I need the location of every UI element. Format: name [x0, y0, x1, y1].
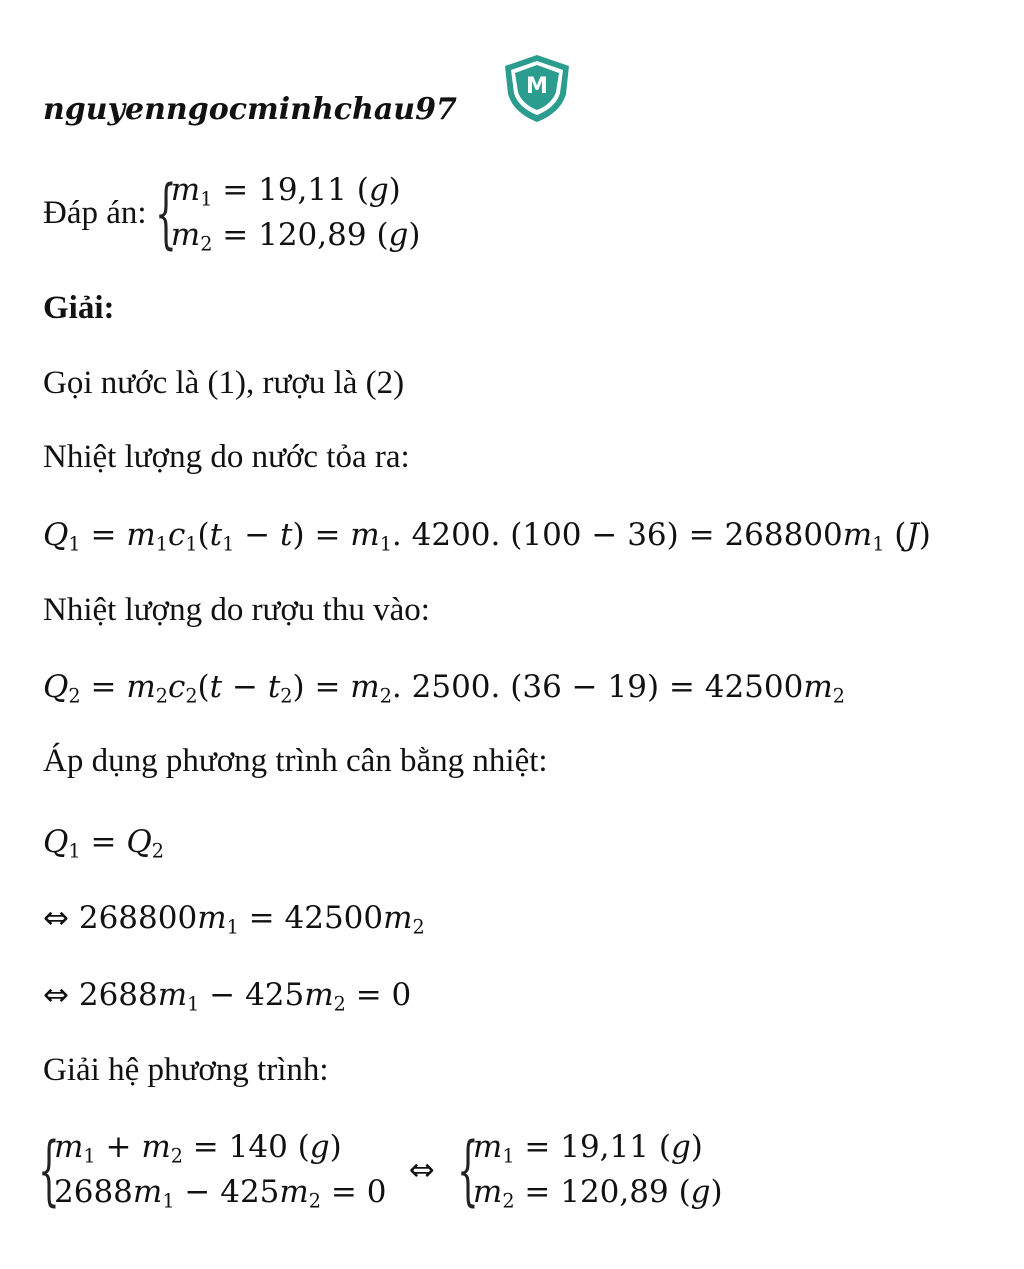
system-solution: { $m_1 + m_2 = 140$ (g) $2688m_1 - 425m_2 = 0$ ⇔ { $m_1 = 19,11$ (g) $m_2 = 120,89$ (g)	[38, 1125, 723, 1214]
answer-line	[43, 168, 421, 258]
system-label: Giải hệ phương trình:	[43, 1052, 329, 1088]
solution-heading: Giải:	[43, 290, 115, 326]
q1-equation: $Q_1 = m_1c_1(t_1 - t) = m_1$. 4200. $(100 - 36) = 268800m_1$ (J)	[43, 517, 931, 556]
answer-system: { $m_1 = 19,11$ (g) $m_2 = 120,89$ (g)	[154, 168, 421, 257]
step3-equation: ⇔ $2688m_1 - 425m_2 = 0$	[43, 977, 412, 1016]
answer-label: Đáp án:	[43, 195, 147, 231]
badge-letter: M	[526, 74, 548, 99]
balance-equation: $Q_1 = Q_2$	[43, 824, 164, 863]
step2-equation: ⇔ $268800m_1 = 42500m_2$	[43, 900, 425, 939]
system-left: { $m_1 + m_2 = 140$ (g) $2688m_1 - 425m_2 = 0$	[38, 1125, 387, 1214]
heat-absorbed-label: Nhiệt lượng do rượu thu vào:	[43, 592, 430, 628]
heat-released-label: Nhiệt lượng do nước tỏa ra:	[43, 439, 410, 475]
moderator-badge-icon	[500, 52, 574, 124]
q2-equation: $Q_2 = m_2c_2(t - t_2) = m_2$. 2500. $(36 - 19) = 42500m_2$	[43, 669, 845, 708]
balance-label: Áp dụng phương trình cân bằng nhiệt:	[43, 743, 548, 779]
define-line: Gọi nước là (1), rượu là (2)	[43, 365, 405, 401]
system-right: { $m_1 = 19,11$ (g) $m_2 = 120,89$ (g)	[456, 1125, 723, 1214]
username[interactable]: nguyenngocminhchau97	[43, 92, 457, 127]
